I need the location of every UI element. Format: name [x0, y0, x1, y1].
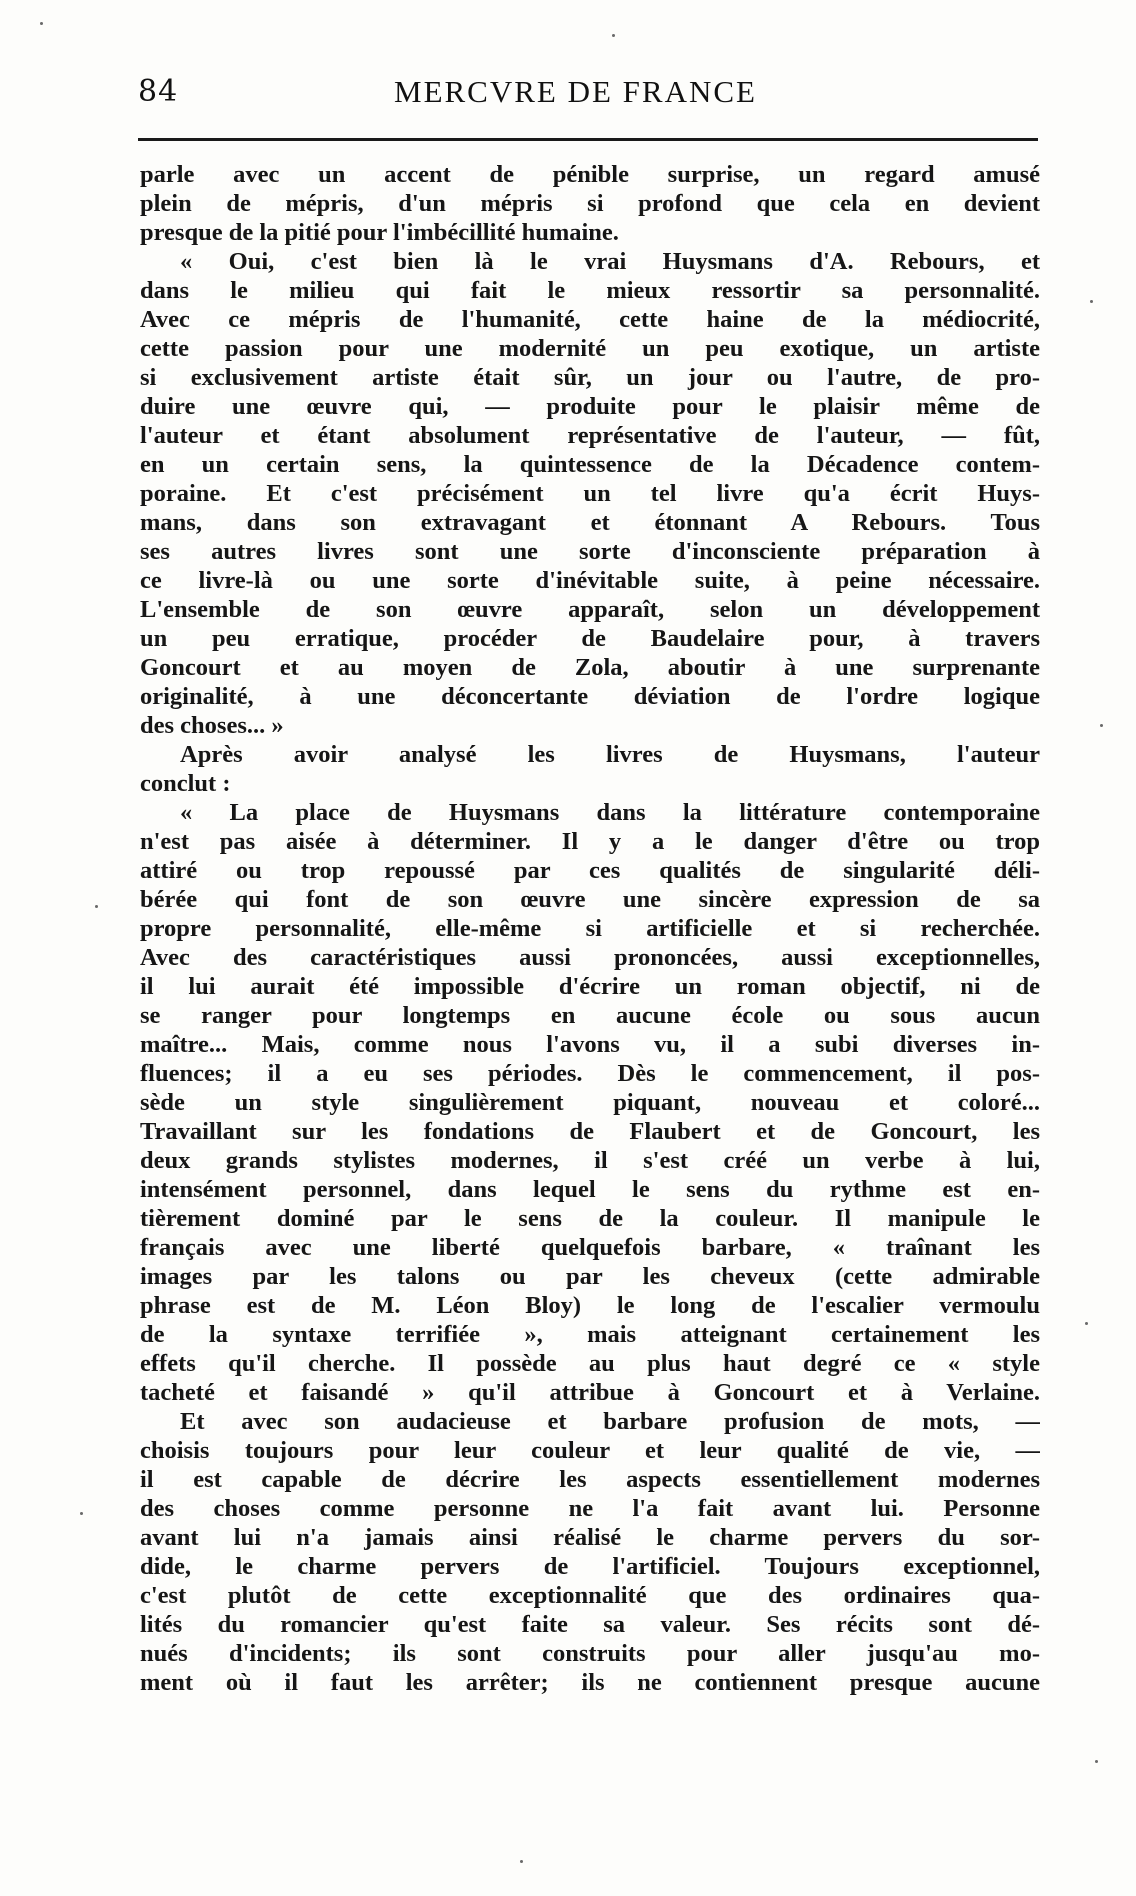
text-line: nués d'incidents; ils sont construits pour aller jusqu'au mo- [140, 1640, 1040, 1667]
print-speck [1100, 724, 1103, 727]
text-line: Avec ce mépris de l'humanité, cette haine de la médiocrité, [140, 306, 1040, 333]
text-line: l'auteur et étant absolument représentative de l'auteur, — fût, [140, 422, 1040, 449]
text-line: il est capable de décrire les aspects essentiellement modernes [140, 1466, 1040, 1493]
text-line: Goncourt et au moyen de Zola, aboutir à une surprenante [140, 654, 1040, 681]
text-line: parle avec un accent de pénible surprise, un regard amusé [140, 161, 1040, 188]
journal-title: MERCVRE DE FRANCE [394, 74, 757, 109]
text-line: ment où il faut les arrêter; ils ne contiennent presque aucune [140, 1669, 1040, 1696]
text-line: fluences; il a eu ses périodes. Dès le commencement, il pos- [140, 1060, 1040, 1087]
text-line: L'ensemble de son œuvre apparaît, selon un développement [140, 596, 1040, 623]
print-speck [40, 22, 43, 25]
text-line: de la syntaxe terrifiée », mais atteignant certainement les [140, 1321, 1040, 1348]
text-line: sède un style singulièrement piquant, nouveau et coloré... [140, 1089, 1040, 1116]
text-line: bérée qui font de son œuvre une sincère expression de sa [140, 886, 1040, 913]
text-line: presque de la pitié pour l'imbécillité humaine. [140, 219, 619, 246]
print-speck [95, 905, 98, 908]
page-number: 84 [138, 74, 179, 109]
text-line: tacheté et faisandé » qu'il attribue à Goncourt et à Verlaine. [140, 1379, 1040, 1406]
text-line: conclut : [140, 770, 231, 797]
text-line: un peu erratique, procéder de Baudelaire pour, à travers [140, 625, 1040, 652]
text-line: c'est plutôt de cette exceptionnalité que des ordinaires qua- [140, 1582, 1040, 1609]
running-head [138, 74, 1028, 122]
text-line: ses autres livres sont une sorte d'inconsciente préparation à [140, 538, 1040, 565]
text-line: se ranger pour longtemps en aucune école ou sous aucun [140, 1002, 1040, 1029]
print-speck [612, 34, 615, 37]
text-line: duire une œuvre qui, — produite pour le plaisir même de [140, 393, 1040, 420]
text-line: Travaillant sur les fondations de Flaubert et de Goncourt, les [140, 1118, 1040, 1145]
text-line: Et avec son audacieuse et barbare profusion de mots, — [180, 1408, 1040, 1435]
text-line: mans, dans son extravagant et étonnant A Rebours. Tous [140, 509, 1040, 536]
text-line: ce livre-là ou une sorte d'inévitable suite, à peine nécessaire. [140, 567, 1040, 594]
text-line: n'est pas aisée à déterminer. Il y a le danger d'être ou trop [140, 828, 1040, 855]
text-line: lités du romancier qu'est faite sa valeur. Ses récits sont dé- [140, 1611, 1040, 1638]
text-line: dide, le charme pervers de l'artificiel. Toujours exceptionnel, [140, 1553, 1040, 1580]
text-line: dans le milieu qui fait le mieux ressortir sa personnalité. [140, 277, 1040, 304]
text-line: « La place de Huysmans dans la littérature contemporaine [180, 799, 1040, 826]
text-line: propre personnalité, elle-même si artificielle et si recherchée. [140, 915, 1040, 942]
text-line: maître... Mais, comme nous l'avons vu, il a subi diverses in- [140, 1031, 1040, 1058]
text-line: images par les talons ou par les cheveux (cette admirable [140, 1263, 1040, 1290]
text-line: Avec des caractéristiques aussi prononcées, aussi exceptionnelles, [140, 944, 1040, 971]
text-line: « Oui, c'est bien là le vrai Huysmans d'A. Rebours, et [180, 248, 1040, 275]
text-line: effets qu'il cherche. Il possède au plus haut degré ce « style [140, 1350, 1040, 1377]
text-line: choisis toujours pour leur couleur et leur qualité de vie, — [140, 1437, 1040, 1464]
text-line: français avec une liberté quelquefois barbare, « traînant les [140, 1234, 1040, 1261]
text-line: tièrement dominé par le sens de la couleur. Il manipule le [140, 1205, 1040, 1232]
text-line: des choses... » [140, 712, 284, 739]
text-line: si exclusivement artiste était sûr, un jour ou l'autre, de pro- [140, 364, 1040, 391]
text-line: originalité, à une déconcertante déviation de l'ordre logique [140, 683, 1040, 710]
text-line: des choses comme personne ne l'a fait avant lui. Personne [140, 1495, 1040, 1522]
text-line: il lui aurait été impossible d'écrire un roman objectif, ni de [140, 973, 1040, 1000]
text-line: phrase est de M. Léon Bloy) le long de l'escalier vermoulu [140, 1292, 1040, 1319]
text-line: deux grands stylistes modernes, il s'est créé un verbe à lui, [140, 1147, 1040, 1174]
header-rule [138, 138, 1038, 141]
text-line: cette passion pour une modernité un peu exotique, un artiste [140, 335, 1040, 362]
text-line: Après avoir analysé les livres de Huysmans, l'auteur [180, 741, 1040, 768]
print-speck [80, 1512, 83, 1515]
text-line: intensément personnel, dans lequel le sens du rythme est en- [140, 1176, 1040, 1203]
body-text [140, 160, 1040, 1760]
text-line: avant lui n'a jamais ainsi réalisé le charme pervers du sor- [140, 1524, 1040, 1551]
text-line: attiré ou trop repoussé par ces qualités de singularité déli- [140, 857, 1040, 884]
text-line: plein de mépris, d'un mépris si profond que cela en devient [140, 190, 1040, 217]
text-line: poraine. Et c'est précisément un tel livre qu'a écrit Huys- [140, 480, 1040, 507]
text-line: en un certain sens, la quintessence de la Décadence contem- [140, 451, 1040, 478]
print-speck [1095, 1760, 1098, 1763]
print-speck [1090, 300, 1093, 303]
print-speck [1085, 1322, 1088, 1325]
print-speck [520, 1860, 523, 1863]
